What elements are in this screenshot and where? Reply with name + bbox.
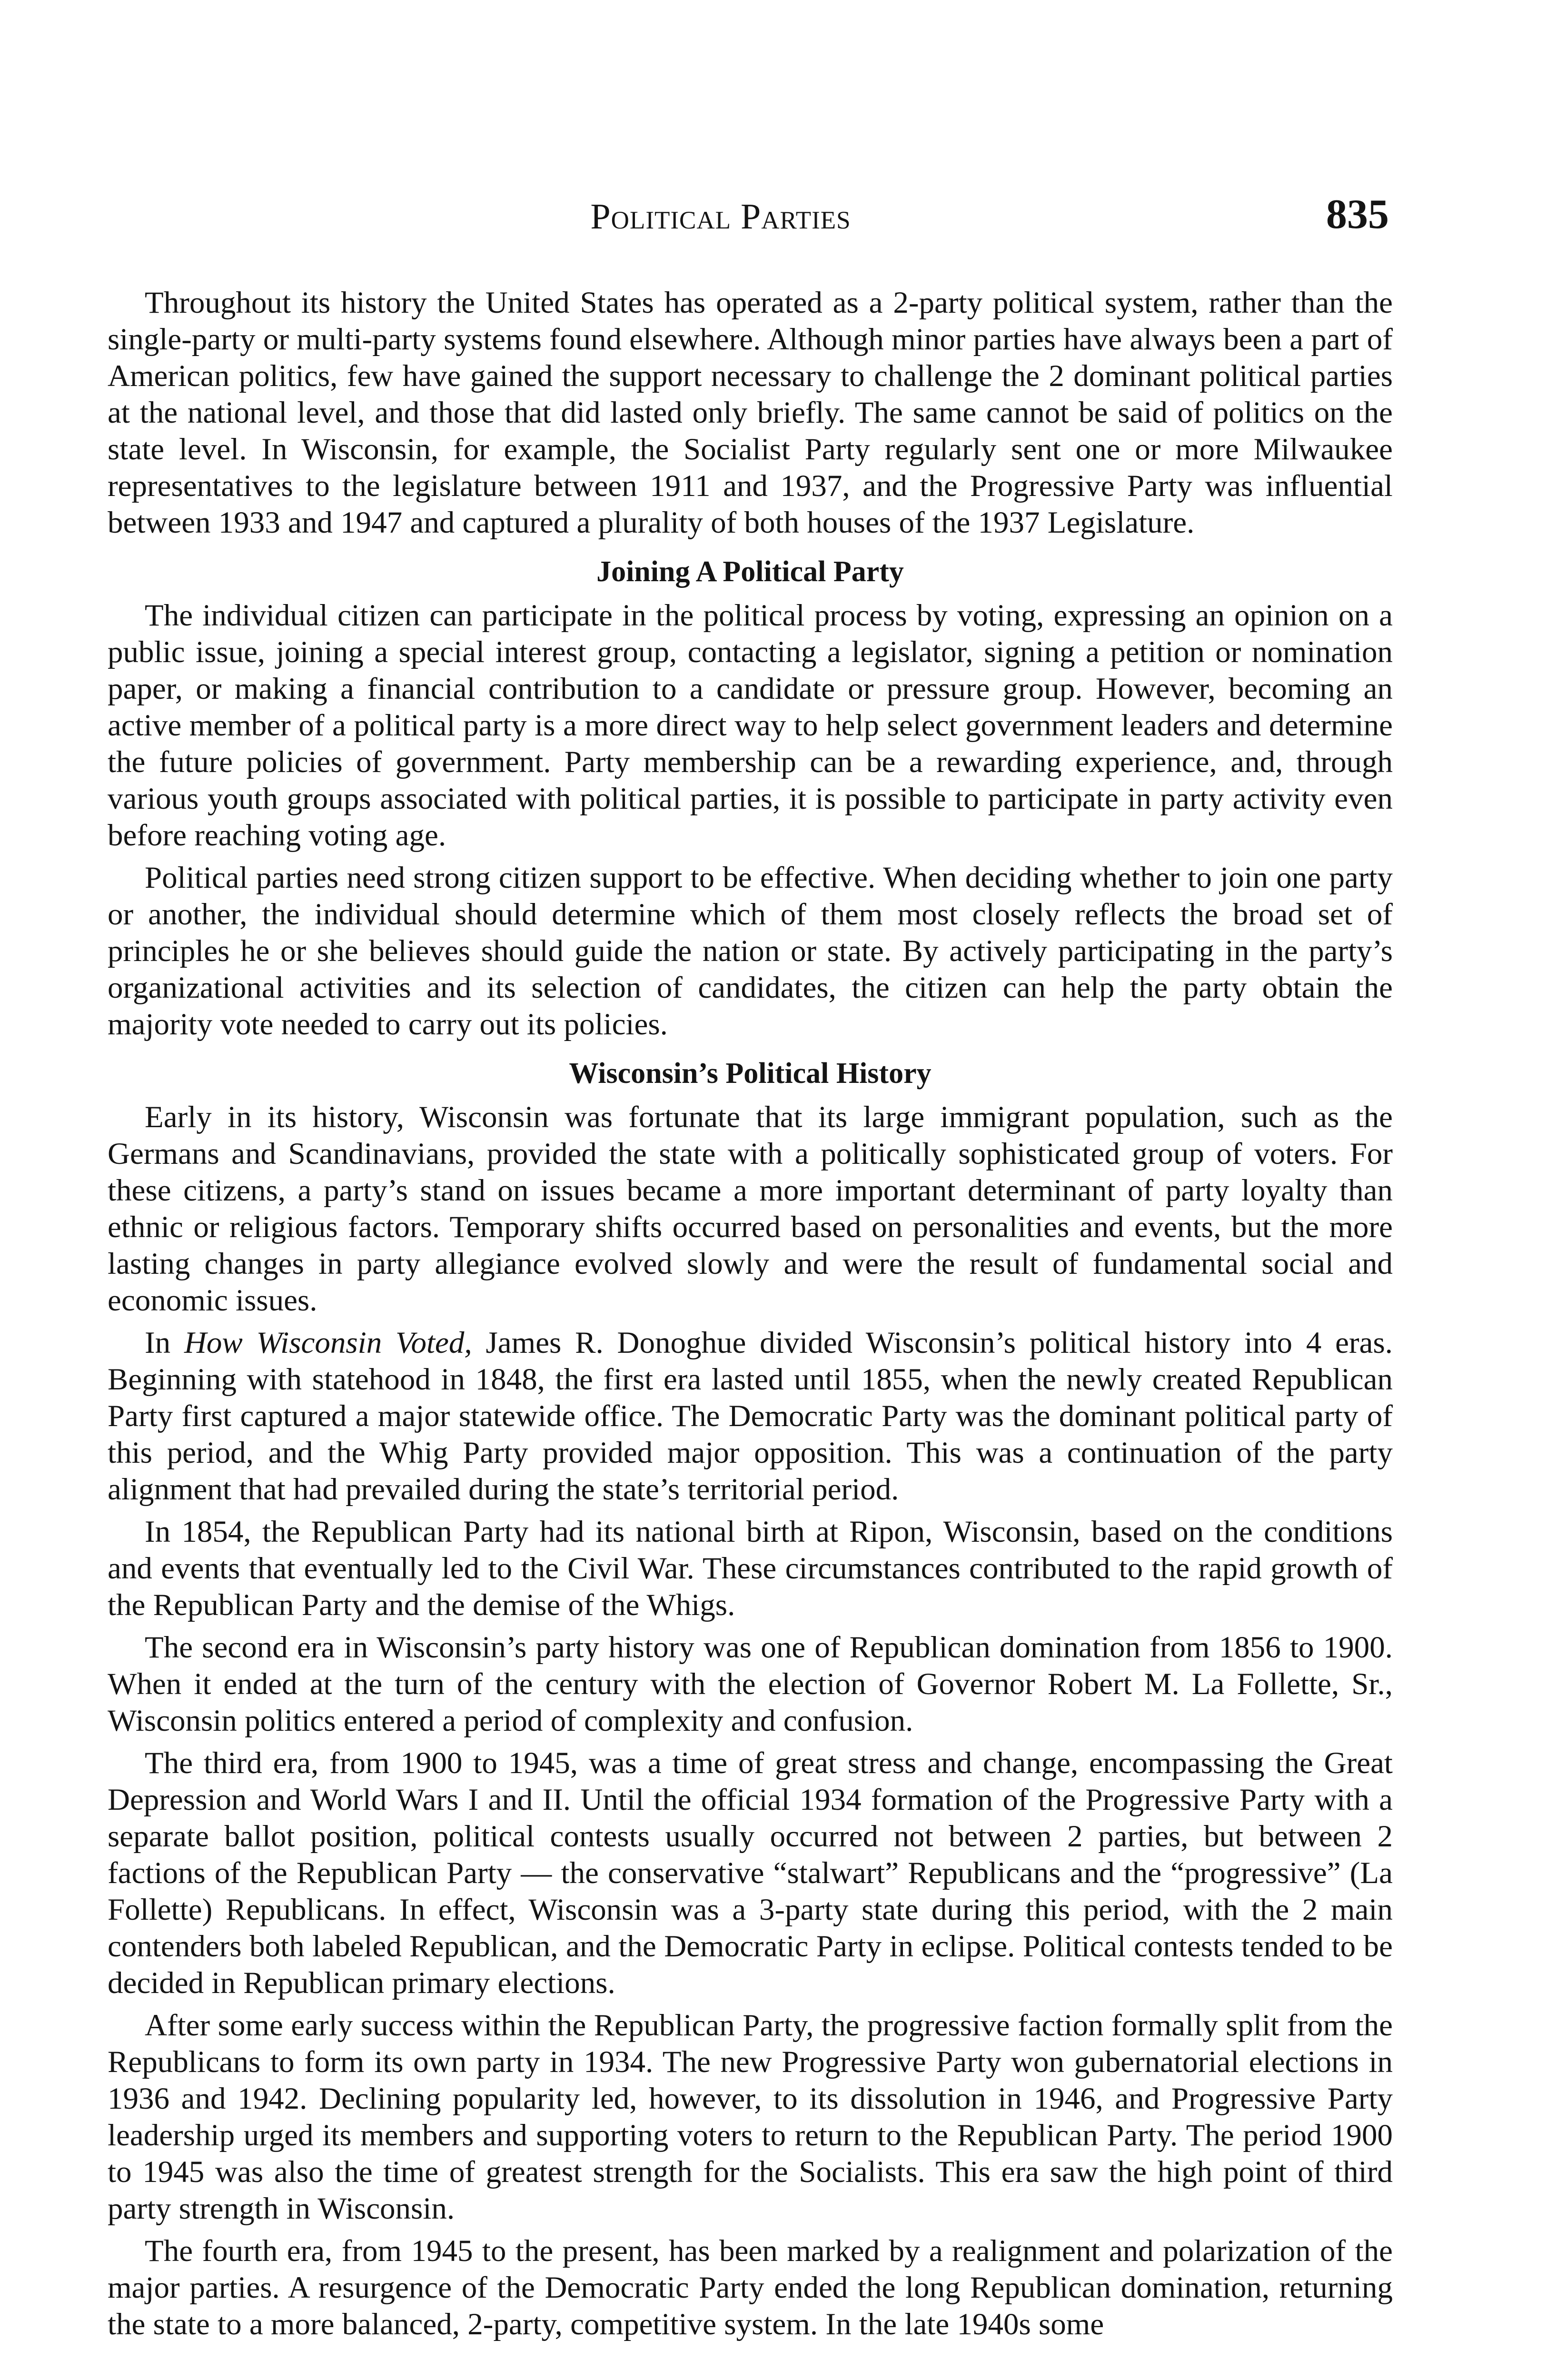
- running-head: [0, 190, 1546, 243]
- book-title: How Wisconsin Voted,: [184, 1326, 472, 1360]
- section-heading-history: Wisconsin’s Political History: [569, 1057, 932, 1090]
- history-paragraph-2-prefix: In: [145, 1326, 184, 1360]
- history-paragraph-2-rest: James R. Donoghue divided Wisconsin’s political history into 4 eras. Beginning with statehood in 1848, the first era lasted until 1855, when the newly created Republican Party first captured a major statewide office. The Democratic Party was the dominant political party of this period, and the Whig Party provided major opposition. This was a continuation of the party alignment that had prevailed during the state’s territorial period.: [108, 1326, 1393, 1507]
- history-paragraph-6: After some early success within the Republican Party, the progressive faction formally split from the Republicans to form its own party in 1934. The new Progressive Party won gubernatorial elections in 1936 and 1942. Declining popularity led, however, to its dissolution in 1946, and Progressive Party leadership urged its members and supporting voters to return to the Republican Party. The period 1900 to 1945 was also the time of greatest strength for the Socialists. This era saw the high point of third party strength in Wisconsin.: [108, 2008, 1393, 2226]
- history-paragraph-3: In 1854, the Republican Party had its national birth at Ripon, Wisconsin, based on the conditions and events that eventually led to the Civil War. These circumstances contributed to the rapid growth of the Republican Party and the demise of the Whigs.: [108, 1515, 1393, 1622]
- history-paragraph-4: The second era in Wisconsin’s party history was one of Republican domination from 1856 to 1900. When it ended at the turn of the century with the election of Governor Robert M. La Follette, Sr., Wisconsin politics entered a period of complexity and confusion.: [108, 1630, 1393, 1738]
- history-paragraph-2: [108, 1325, 1393, 1508]
- body-text: [108, 285, 1393, 2349]
- history-paragraph-7: The fourth era, from 1945 to the present, has been marked by a realignment and polarization of the major parties. A resurgence of the Democratic Party ended the long Republican domination, returning the state to a more balanced, 2-party, competitive system. In the late 1940s some: [108, 2234, 1393, 2341]
- running-title: Political Parties: [590, 197, 851, 237]
- joining-paragraph-1: The individual citizen can participate in the political process by voting, expressing an opinion on a public issue, joining a special interest group, contacting a legislator, signing a petition or nomination paper, or making a financial contribution to a candidate or pressure group. However, becoming an active member of a political party is a more direct way to help select government leaders and determine the future policies of government. Party membership can be a rewarding experience, and, through various youth groups associated with political parties, it is possible to participate in party activity even before reaching voting age.: [108, 598, 1393, 853]
- page-number: 835: [1326, 191, 1389, 238]
- section-heading-joining: Joining A Political Party: [596, 555, 904, 588]
- history-paragraph-5: The third era, from 1900 to 1945, was a time of great stress and change, encompassing the Great Depression and World Wars I and II. Until the official 1934 formation of the Progressive Party with a separate ballot position, political contests usually occurred not between 2 parties, but between 2 factions of the Republican Party — the conservative “stalwart” Republicans and the “progressive” (La Follette) Republicans. In effect, Wisconsin was a 3-party state during this period, with the 2 main contenders both labeled Republican, and the Democratic Party in eclipse. Political contests tended to be decided in Republican primary elections.: [108, 1746, 1393, 2000]
- history-paragraph-1: Early in its history, Wisconsin was fortunate that its large immigrant population, such as the Germans and Scandinavians, provided the state with a politically sophisticated group of voters. For these citizens, a party’s stand on issues became a more important determinant of party loyalty than ethnic or religious factors. Temporary shifts occurred based on personalities and events, but the more lasting changes in party allegiance evolved slowly and were the result of fundamental social and economic issues.: [108, 1100, 1393, 1318]
- joining-paragraph-2: Political parties need strong citizen support to be effective. When deciding whether to join one party or another, the individual should determine which of them most closely reflects the broad set of principles he or she believes should guide the nation or state. By actively participating in the party’s organizational activities and its selection of candidates, the citizen can help the party obtain the majority vote needed to carry out its policies.: [108, 861, 1393, 1041]
- intro-paragraph: Throughout its history the United States has operated as a 2-party political system, rather than the single-party or multi-party systems found elsewhere. Although minor parties have always been a part of American politics, few have gained the support necessary to challenge the 2 dominant political parties at the national level, and those that did lasted only briefly. The same cannot be said of politics on the state level. In Wisconsin, for example, the Socialist Party regularly sent one or more Milwaukee representatives to the legislature between 1911 and 1937, and the Progressive Party was influential between 1933 and 1947 and captured a plurality of both houses of the 1937 Legislature.: [108, 286, 1393, 540]
